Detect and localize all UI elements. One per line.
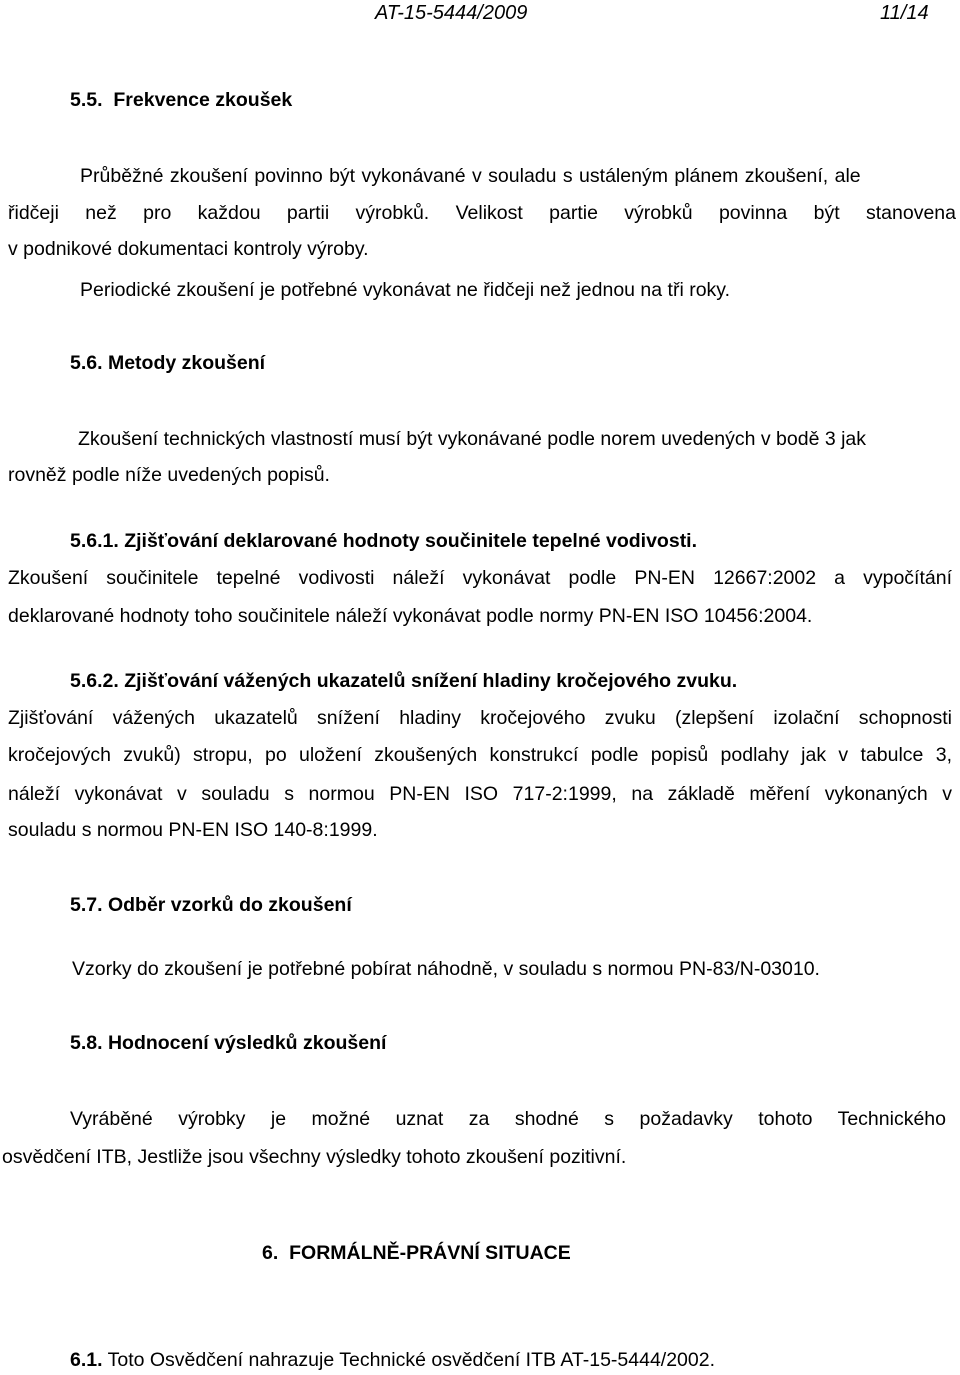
- paragraph-line: v podnikové dokumentaci kontroly výroby.: [8, 238, 369, 260]
- paragraph-line: Zjišťování vážených ukazatelů snížení hladiny kročejového zvuku (zlepšení izolační schopnosti: [8, 707, 952, 729]
- section-5-8-heading: [70, 1034, 386, 1054]
- paragraph-line: Vzorky do zkoušení je potřebné pobírat náhodně, v souladu s normou PN-83/N-03010.: [72, 958, 820, 980]
- section-number: 5.6.1.: [70, 530, 119, 552]
- section-5-7-heading: [70, 896, 352, 916]
- paragraph-line: řidčeji než pro každou partii výrobků. Velikost partie výrobků povinna být stanovena: [8, 202, 956, 224]
- section-number: 6.: [262, 1242, 279, 1264]
- section-text: Toto Osvědčení nahrazuje Technické osvědčení ITB AT-15-5444/2002.: [107, 1349, 716, 1371]
- section-title: Metody zkoušení: [107, 352, 266, 374]
- paragraph-line: Vyráběné výrobky je možné uznat za shodné s požadavky tohoto Technického: [70, 1108, 946, 1130]
- page-number: 11/14: [880, 2, 929, 24]
- section-number: 5.8.: [70, 1032, 103, 1054]
- section-number: 5.6.: [70, 352, 103, 374]
- section-title: Zjišťování vážených ukazatelů snížení hladiny kročejového zvuku.: [124, 670, 738, 692]
- section-5-6-heading: [70, 354, 265, 374]
- paragraph-line: [80, 167, 956, 187]
- section-number: 6.1.: [70, 1349, 103, 1371]
- paragraph-line: Periodické zkoušení je potřebné vykonávat ne řidčeji než jednou na tři roky.: [80, 279, 731, 301]
- paragraph-line: souladu s normou PN-EN ISO 140-8:1999.: [8, 819, 378, 841]
- document-id: AT-15-5444/2009: [375, 2, 528, 24]
- section-title: FORMÁLNĚ-PRÁVNÍ SITUACE: [289, 1242, 571, 1264]
- section-6-1-line: [70, 1351, 715, 1371]
- section-number: 5.7.: [70, 894, 103, 916]
- paragraph-line: Zkoušení součinitele tepelné vodivosti náleží vykonávat podle PN-EN 12667:2002 a vypočítání: [8, 567, 952, 589]
- section-title: Odběr vzorků do zkoušení: [107, 894, 352, 916]
- section-number: 5.5.: [70, 89, 103, 111]
- paragraph-line: Zkoušení technických vlastností musí být vykonávané podle norem uvedených v bodě 3 jak: [78, 428, 867, 450]
- paragraph-line: náleží vykonávat v souladu s normou PN-EN ISO 717-2:1999, na základě měření vykonaných v: [8, 783, 952, 805]
- section-5-5-heading: [70, 91, 292, 111]
- section-number: 5.6.2.: [70, 670, 119, 692]
- section-5-6-2-heading: [70, 672, 737, 692]
- section-5-6-1-heading: [70, 532, 697, 552]
- paragraph-line: osvědčení ITB, Jestliže jsou všechny výsledky tohoto zkoušení pozitivní.: [2, 1146, 627, 1168]
- section-title: Frekvence zkoušek: [113, 89, 293, 111]
- section-title: Zjišťování deklarované hodnoty součinitele tepelné vodivosti.: [124, 530, 698, 552]
- section-6-heading: [262, 1244, 571, 1264]
- section-title: Hodnocení výsledků zkoušení: [107, 1032, 387, 1054]
- paragraph-line: deklarované hodnoty toho součinitele náleží vykonávat podle normy PN-EN ISO 10456:2004.: [8, 605, 813, 627]
- text-line: Průběžné zkoušení povinno být vykonávané v souladu s ustáleným plánem zkoušení, ale: [80, 165, 861, 187]
- paragraph-line: rovněž podle níže uvedených popisů.: [8, 464, 330, 486]
- paragraph-line: kročejových zvuků) stropu, po uložení zkoušených konstrukcí podle popisů podlahy jak v tabulce 3,: [8, 744, 952, 766]
